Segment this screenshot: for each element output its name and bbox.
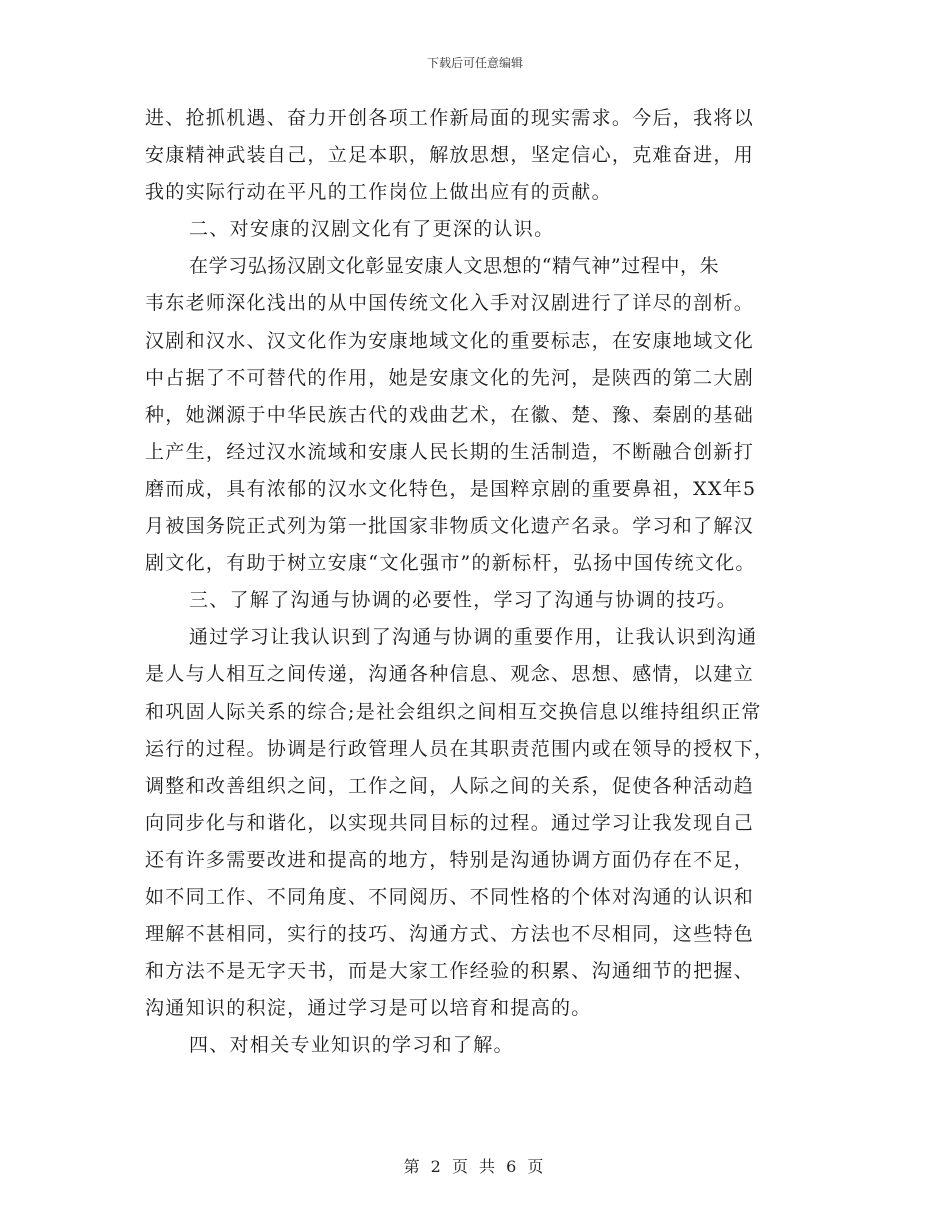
body-line: 剧文化，有助于树立安康“文化强市”的新标杆，弘扬中国传统文化。 xyxy=(145,552,756,575)
body-line: 种，她渊源于中华民族古代的戏曲艺术，在徽、楚、豫、秦剧的基础 xyxy=(145,403,755,426)
body-line: 磨而成，具有浓郁的汉水文化特色，是国粹京剧的重要鼻祖，XX年5 xyxy=(145,477,757,500)
body-line: 中占据了不可替代的作用，她是安康文化的先河，是陕西的第二大剧 xyxy=(145,366,755,389)
section-heading: 二、对安康的汉剧文化有了更深的认识。 xyxy=(189,218,555,241)
section-heading: 三、了解了沟通与协调的必要性，学习了沟通与协调的技巧。 xyxy=(189,589,738,612)
body-line: 运行的过程。协调是行政管理人员在其职责范围内或在领导的授权下， xyxy=(145,737,775,760)
body-line: 沟通知识的积淀，通过学习是可以培育和提高的。 xyxy=(145,997,592,1020)
body-line: 月被国务院正式列为第一批国家非物质文化遗产名录。学习和了解汉 xyxy=(145,515,755,538)
body-line: 上产生，经过汉水流域和安康人民长期的生活制造，不断融合创新打 xyxy=(145,440,755,463)
body-line: 安康精神武装自己，立足本职，解放思想，坚定信心，克难奋进，用 xyxy=(145,144,755,167)
body-line: 向同步化与和谐化，以实现共同目标的过程。通过学习让我发现自己 xyxy=(145,811,755,834)
body-line: 在学习弘扬汉剧文化彰显安康人文思想的“精气神”过程中，朱 xyxy=(189,255,720,278)
body-line: 如不同工作、不同角度、不同阅历、不同性格的个体对沟通的认识和 xyxy=(145,885,755,908)
body-line: 韦东老师深化浅出的从中国传统文化入手对汉剧进行了详尽的剖析。 xyxy=(145,292,755,315)
body-line: 我的实际行动在平凡的工作岗位上做出应有的贡献。 xyxy=(145,181,612,204)
document-body xyxy=(145,100,805,1064)
section-heading: 四、对相关专业知识的学习和了解。 xyxy=(189,1034,514,1057)
body-line: 和方法不是无字天书，而是大家工作经验的积累、沟通细节的把握、 xyxy=(145,960,755,983)
body-line: 汉剧和汉水、汉文化作为安康地域文化的重要标志，在安康地域文化 xyxy=(145,329,755,352)
body-line: 进、抢抓机遇、奋力开创各项工作新局面的现实需求。今后，我将以 xyxy=(145,107,755,129)
body-line: 是人与人相互之间传递，沟通各种信息、观念、思想、感情，以建立 xyxy=(145,663,755,686)
body-line: 还有许多需要改进和提高的地方，特别是沟通协调方面仍存在不足， xyxy=(145,848,755,871)
body-line: 通过学习让我认识到了沟通与协调的重要作用，让我认识到沟通 xyxy=(189,626,758,649)
body-line: 和巩固人际关系的综合;是社会组织之间相互交换信息以维持组织正常 xyxy=(145,700,762,723)
page-header: 下载后可任意编辑 xyxy=(426,56,523,70)
body-line: 调整和改善组织之间，工作之间，人际之间的关系，促使各种活动趋 xyxy=(145,774,755,797)
body-line: 理解不甚相同，实行的技巧、沟通方式、方法也不尽相同，这些特色 xyxy=(145,923,755,946)
page-number-footer: 第 2 页 共 6 页 xyxy=(403,1157,547,1176)
